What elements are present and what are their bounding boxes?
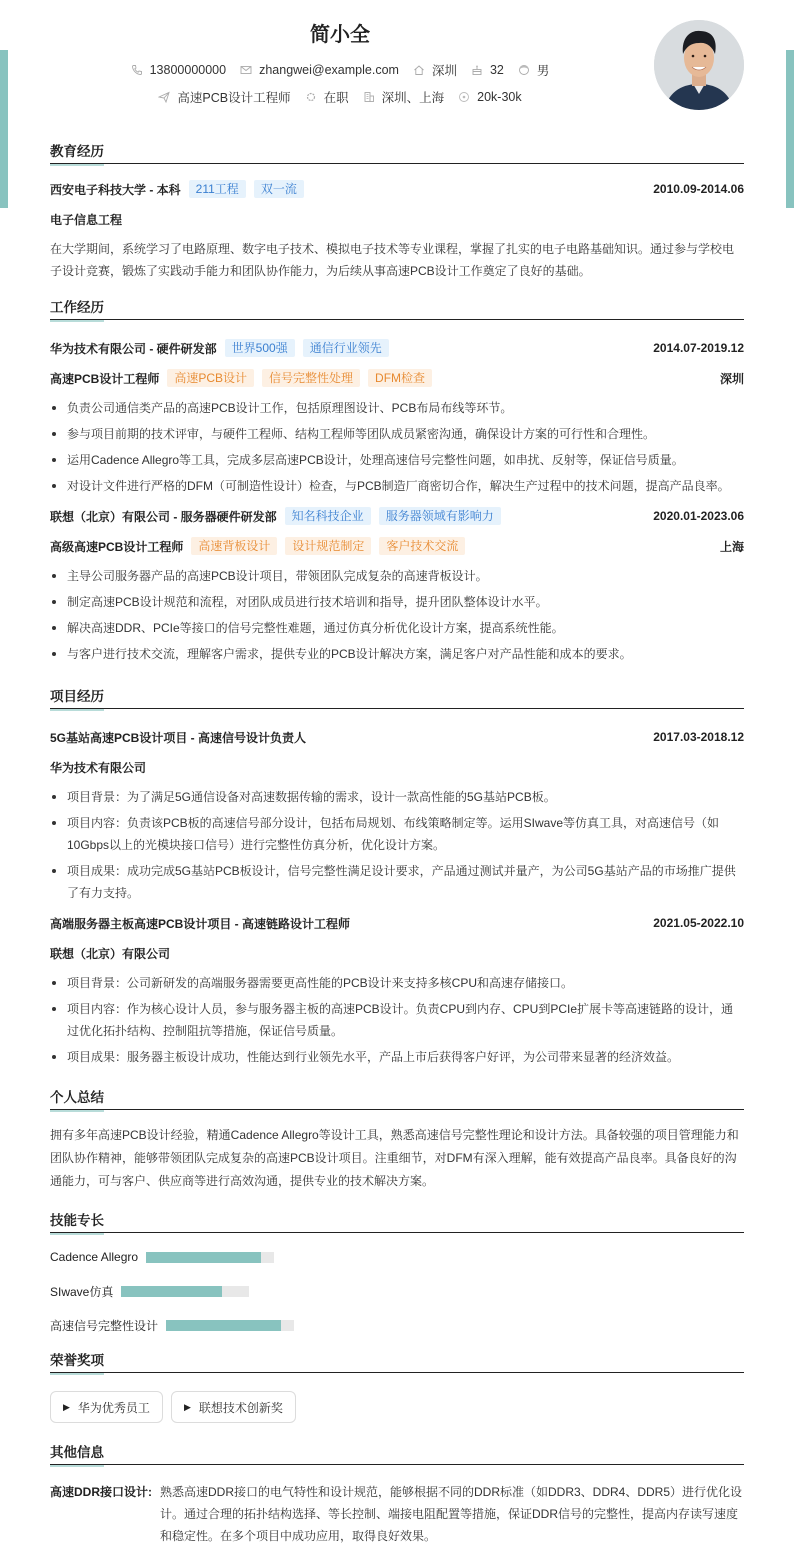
position-tag: 高速背板设计: [191, 537, 277, 555]
position-tag: DFM检查: [368, 369, 432, 387]
skill-item: [50, 1281, 403, 1301]
company-tag: 通信行业领先: [303, 339, 389, 357]
company-tag: 知名科技企业: [285, 507, 371, 525]
section-title-work: 工作经历: [50, 296, 744, 320]
major: 电子信息工程: [50, 212, 123, 227]
bullet-item: 解决高速DDR、PCIe等接口的信号完整性难题，通过仿真分析优化设计方案，提高系统性能。: [50, 617, 744, 639]
bullet-item: 项目成果：成功完成5G基站PCB板设计，信号完整性满足设计要求，产品通过测试并量产，为公司5G基站产品的市场推广提供了有力支持。: [50, 860, 744, 904]
project-company: 华为技术有限公司: [50, 760, 147, 775]
candidate-name: 简小全: [310, 24, 370, 46]
gender-icon: [518, 64, 530, 76]
section-title-skills: 技能专长: [50, 1209, 744, 1233]
section-title-other: 其他信息: [50, 1441, 744, 1465]
skill-bar-fill: [146, 1252, 261, 1263]
project-entry: [50, 908, 744, 1068]
bullet-item: 参与项目前期的技术评审，与硬件工程师、结构工程师等团队成员紧密沟通，确保设计方案的可行性和合理性。: [50, 423, 744, 445]
education-description: 在大学期间，系统学习了电路原理、数字电子技术、模拟电子技术等专业课程，掌握了扎实的电子电路基础知识。通过参与学校电子设计竞赛，锻炼了实践动手能力和团队协作能力，为后续从事高速PCB设计工作奠定了良好的基础。: [50, 242, 735, 278]
project-head: [50, 908, 744, 938]
summary-section: [50, 1086, 744, 1193]
send-icon: [158, 91, 170, 103]
skill-bar-fill: [166, 1320, 281, 1331]
company-tag: 世界500强: [225, 339, 295, 357]
title-accent: [50, 1465, 104, 1467]
position-name: 高级高速PCB设计工程师: [50, 539, 184, 554]
project-name: 5G基站高速PCB设计项目 - 高速信号设计负责人: [50, 730, 307, 745]
salary-icon: [458, 91, 470, 103]
bullet-item: 对设计文件进行严格的DFM（可制造性设计）检查，与PCB制造厂商密切合作，解决生产过程中的技术问题，提高产品良率。: [50, 475, 744, 497]
school-name: 西安电子科技大学 - 本科: [50, 182, 181, 197]
job-city: 深圳: [719, 371, 744, 386]
education-section: [50, 140, 744, 282]
job-status-item: 在职: [305, 88, 349, 106]
title-accent: [50, 164, 104, 166]
job-period: 2020.01-2023.06: [653, 509, 744, 523]
bullet-item: 主导公司服务器产品的高速PCB设计项目，带领团队完成复杂的高速背板设计。: [50, 565, 744, 587]
other-info-row: [50, 1481, 744, 1547]
skill-name: 高速信号完整性设计: [50, 1318, 159, 1333]
title-accent: [50, 1233, 104, 1235]
bullet-item: 项目成果：服务器主板设计成功，性能达到行业领先水平，产品上市后获得客户好评，为公司带来显著的经济效益。: [50, 1046, 744, 1068]
status-icon: [305, 91, 317, 103]
section-title-education: 教育经历: [50, 140, 744, 164]
skill-bar: [121, 1286, 249, 1297]
job-bullets: [50, 565, 744, 665]
job-entry: [50, 333, 744, 497]
position-name: 高速PCB设计工程师: [50, 371, 160, 386]
building-icon: [363, 91, 375, 103]
award-label: 联想技术创新奖: [198, 1400, 283, 1415]
bullet-item: 运用Cadence Allegro等工具，完成多层高速PCB设计，处理高速信号完整性问题，如串扰、反射等，保证信号质量。: [50, 449, 744, 471]
job-info-row: [0, 88, 680, 106]
job-period: 2014.07-2019.12: [653, 341, 744, 355]
project-entry: [50, 722, 744, 904]
triangle-right-icon: ▶: [63, 1401, 70, 1412]
awards-section: [50, 1349, 744, 1423]
target-position-item: 高速PCB设计工程师: [158, 88, 290, 106]
skill-item: [50, 1247, 403, 1267]
skill-bar: [166, 1320, 294, 1331]
company-name: 华为技术有限公司 - 硬件研发部: [50, 341, 217, 356]
section-title-projects: 项目经历: [50, 685, 744, 709]
title-accent: [50, 320, 104, 322]
projects-section: [50, 685, 744, 1068]
bullet-item: 项目内容：负责该PCB板的高速信号部分设计，包括布局规划、布线策略制定等。运用SIwave等仿真工具，对高速信号（如10Gbps以上的光模块接口信号）进行完整性仿真分析，优化设计方案。: [50, 812, 744, 856]
title-accent: [50, 1373, 104, 1375]
project-company: 联想（北京）有限公司: [50, 946, 171, 961]
skills-section: [50, 1209, 744, 1349]
email-item: zhangwei@example.com: [240, 63, 399, 77]
other-info-value: 熟悉高速DDR接口的电气特性和设计规范，能够根据不同的DDR标准（如DDR3、DDR4、DDR5）进行优化设计。通过合理的拓扑结构选择、等长控制、端接电阻配置等措施，保证DDR信号的完整性，提高内存读写速度和稳定性。在多个项目中成功应用，取得良好效果。: [160, 1485, 743, 1543]
award-label: 华为优秀员工: [77, 1400, 150, 1415]
skills-list: [50, 1247, 744, 1349]
phone-item: 13800000000: [131, 63, 226, 77]
cake-icon: [471, 64, 483, 76]
job-position-row: [50, 363, 744, 393]
school-tag: 双一流: [254, 180, 304, 198]
bullet-item: 与客户进行技术交流，理解客户需求，提供专业的PCB设计解决方案，满足客户对产品性能和成本的要求。: [50, 643, 744, 665]
target-city-item: 深圳、上海: [363, 88, 445, 106]
job-entry: [50, 501, 744, 665]
company-tag: 服务器领域有影响力: [379, 507, 501, 525]
age-item: 32: [471, 63, 504, 77]
company-name: 联想（北京）有限公司 - 服务器硬件研发部: [50, 509, 277, 524]
bullet-item: 项目背景：为了满足5G通信设备对高速数据传输的需求，设计一款高性能的5G基站PCB板。: [50, 786, 744, 808]
resume-header: [0, 0, 794, 128]
education-entry-head: [50, 174, 744, 204]
award-item[interactable]: [171, 1391, 296, 1423]
work-section: [50, 296, 744, 665]
gender-item: 男: [518, 61, 550, 79]
project-period: 2021.05-2022.10: [653, 916, 744, 930]
project-name: 高端服务器主板高速PCB设计项目 - 高速链路设计工程师: [50, 916, 351, 931]
title-accent: [50, 1110, 104, 1112]
summary-text: 拥有多年高速PCB设计经验，精通Cadence Allegro等设计工具，熟悉高速信号完整性理论和设计方法。具备较强的项目管理能力和团队协作精神，能够带领团队完成复杂的高速PCB设计项目。注重细节，对DFM有深入理解，能有效提高产品良率。具备良好的沟通能力，可与客户、供应商等进行高效沟通，提供专业的技术解决方案。: [50, 1128, 739, 1188]
award-item[interactable]: [50, 1391, 163, 1423]
mail-icon: [240, 64, 252, 76]
section-title-awards: 荣誉奖项: [50, 1349, 744, 1373]
bullet-item: 项目背景：公司新研发的高端服务器需要更高性能的PCB设计来支持多核CPU和高速存储接口。: [50, 972, 744, 994]
project-head: [50, 722, 744, 752]
triangle-right-icon: ▶: [183, 1401, 191, 1412]
job-bullets: [50, 397, 744, 497]
job-company-row: [50, 333, 744, 363]
phone-icon: [131, 64, 143, 76]
school-tag: 211工程: [189, 180, 246, 198]
awards-list: [50, 1391, 744, 1423]
title-accent: [50, 709, 104, 711]
skill-bar: [146, 1252, 274, 1263]
project-period: 2017.03-2018.12: [653, 730, 744, 744]
job-position-row: [50, 531, 744, 561]
home-icon: [413, 64, 425, 76]
position-tag: 设计规范制定: [285, 537, 371, 555]
job-city: 上海: [719, 539, 744, 554]
position-tag: 信号完整性处理: [262, 369, 360, 387]
contact-info-row: [0, 61, 680, 79]
city-item: 深圳: [413, 61, 457, 79]
bullet-item: 制定高速PCB设计规范和流程，对团队成员进行技术培训和指导，提升团队整体设计水平。: [50, 591, 744, 613]
education-period: 2010.09-2014.06: [653, 182, 744, 196]
section-title-summary: 个人总结: [50, 1086, 744, 1110]
salary-item: 20k-30k: [458, 90, 521, 104]
skill-item: [50, 1315, 403, 1335]
skill-name: SIwave仿真: [50, 1284, 114, 1299]
bullet-item: 负责公司通信类产品的高速PCB设计工作，包括原理图设计、PCB布局布线等环节。: [50, 397, 744, 419]
bullet-item: 项目内容：作为核心设计人员，参与服务器主板的高速PCB设计。负责CPU到内存、CPU到PCIe扩展卡等高速链路的设计，通过优化拓扑结构、控制阻抗等措施，保证信号质量。: [50, 998, 744, 1042]
job-company-row: [50, 501, 744, 531]
other-section: [50, 1441, 744, 1547]
position-tag: 高速PCB设计: [167, 369, 254, 387]
project-bullets: [50, 972, 744, 1068]
skill-bar-fill: [121, 1286, 222, 1297]
other-info-key: 高速DDR接口设计:: [50, 1485, 152, 1499]
project-bullets: [50, 786, 744, 904]
avatar: [654, 20, 744, 110]
position-tag: 客户技术交流: [379, 537, 465, 555]
skill-name: Cadence Allegro: [50, 1250, 139, 1264]
